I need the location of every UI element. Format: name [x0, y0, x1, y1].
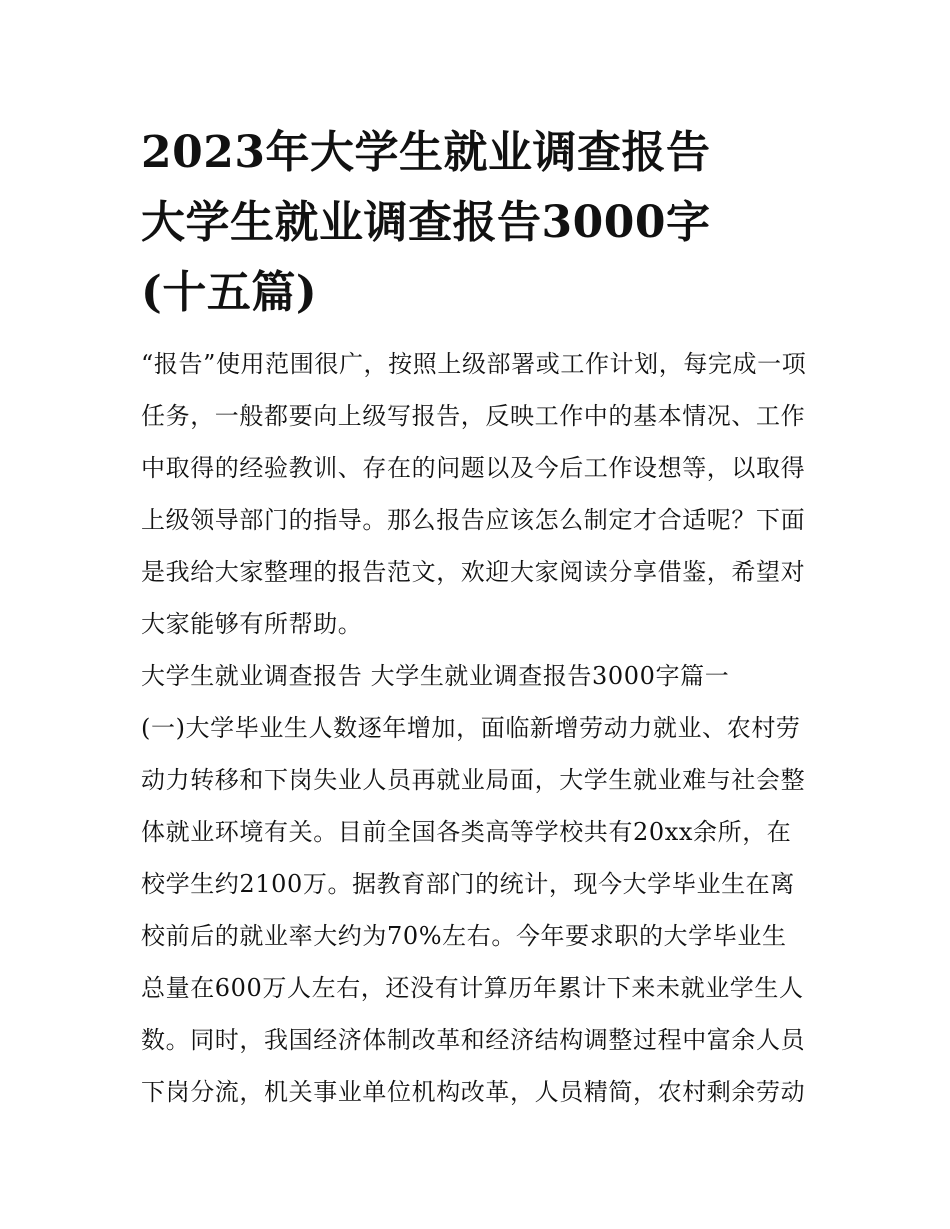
text-line: 体就业环境有关。目前全国各类高等学校共有20xx余所，在 [141, 818, 792, 846]
document-body [141, 338, 821, 1118]
section-heading: 大学生就业调查报告 大学生就业调查报告3000字篇一 [141, 662, 730, 690]
text-line: 是我给大家整理的报告范文，欢迎大家阅读分享借鉴，希望对 [141, 558, 806, 586]
text-line: “报告”使用范围很广，按照上级部署或工作计划，每完成一项 [141, 350, 807, 378]
section-paragraph [141, 702, 821, 1118]
title-line: (十五篇) [141, 267, 318, 318]
text-line: 动力转移和下岗失业人员再就业局面，大学生就业难与社会整 [141, 766, 806, 794]
title-line: 2023年大学生就业调查报告 [141, 127, 711, 178]
intro-paragraph [141, 338, 821, 650]
text-line: (一)大学毕业生人数逐年增加，面临新增劳动力就业、农村劳 [141, 714, 801, 742]
document-title [141, 118, 821, 328]
text-line: 总量在600万人左右，还没有计算历年累计下来未就业学生人 [141, 974, 804, 1002]
text-line: 校前后的就业率大约为70%左右。今年要求职的大学毕业生 [141, 922, 787, 950]
title-line: 大学生就业调查报告3000字 [141, 197, 711, 248]
text-line: 下岗分流，机关事业单位机构改革，人员精简，农村剩余劳动 [141, 1078, 806, 1106]
text-line: 大家能够有所帮助。 [141, 610, 363, 638]
text-line: 上级领导部门的指导。那么报告应该怎么制定才合适呢？下面 [141, 506, 806, 534]
text-line: 数。同时，我国经济体制改革和经济结构调整过程中富余人员 [141, 1026, 806, 1054]
document-content [141, 118, 821, 1118]
text-line: 任务，一般都要向上级写报告，反映工作中的基本情况、工作 [141, 402, 806, 430]
text-line: 中取得的经验教训、存在的问题以及今后工作设想等，以取得 [141, 454, 806, 482]
text-line: 校学生约2100万。据教育部门的统计，现今大学毕业生在离 [141, 870, 795, 898]
